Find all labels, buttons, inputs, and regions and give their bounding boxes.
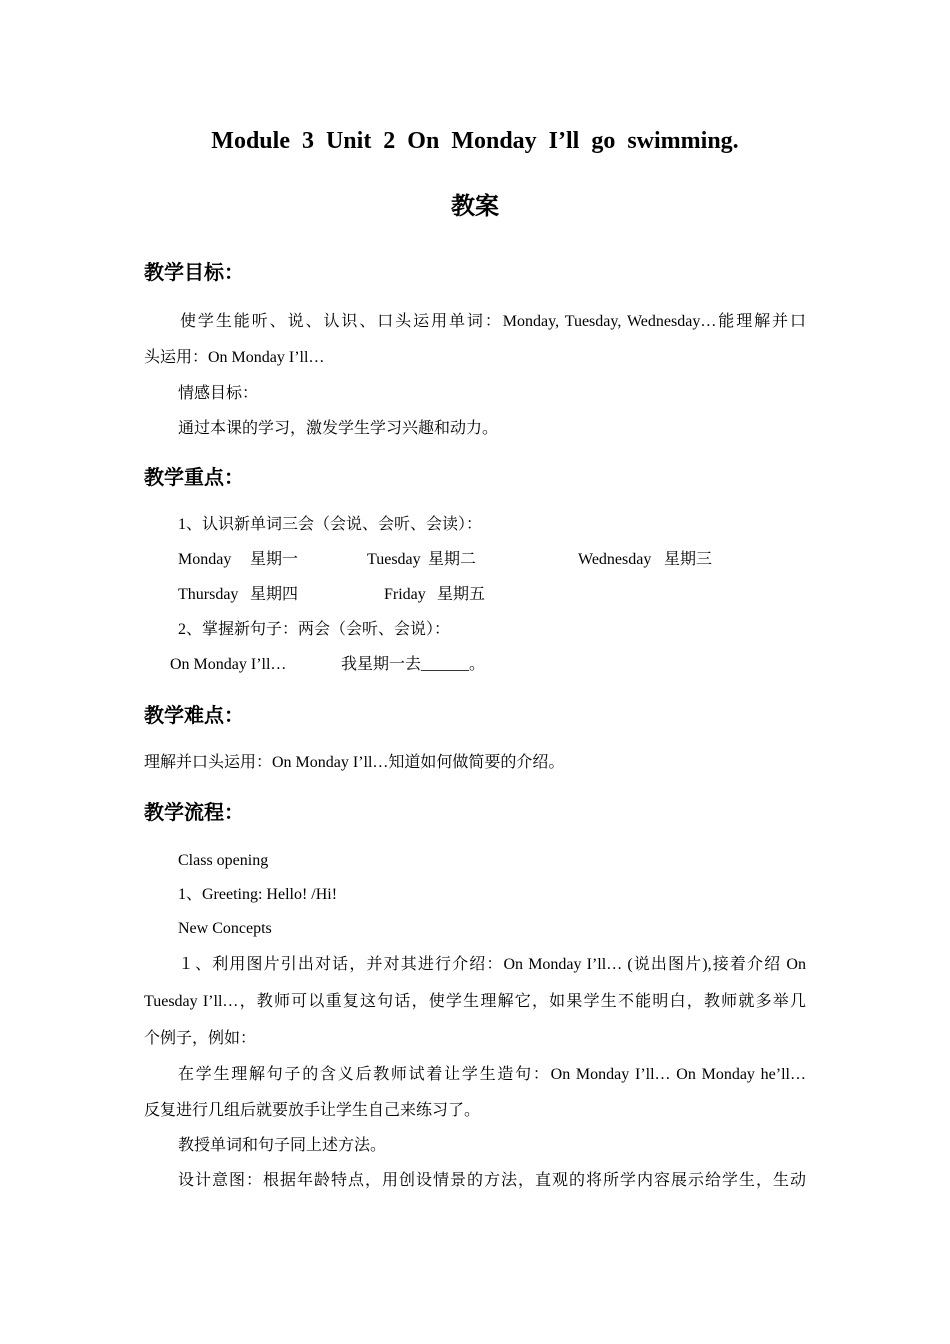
affective-text: 通过本课的学习，激发学生学习兴趣和动力。 xyxy=(178,420,499,437)
sentence-zh: 我星期一去______。 xyxy=(341,656,486,673)
word-en-thursday: Thursday xyxy=(178,586,239,603)
word-zh-wednesday: 星期三 xyxy=(664,551,713,568)
new-concepts: New Concepts xyxy=(178,920,272,937)
step3: 教授单词和句子同上述方法。 xyxy=(178,1137,387,1154)
word-zh-friday: 星期五 xyxy=(437,586,486,603)
heading-difficulties: 教学难点： xyxy=(144,703,244,727)
heading-procedure: 教学流程： xyxy=(144,800,244,824)
design-intent: 设计意图：根据年龄特点，用创设情景的方法，直观的将所学内容展示给学生，生动 xyxy=(178,1172,806,1189)
key-point-item-1: 1、认识新单词三会（会说、会听、会读）： xyxy=(178,516,483,533)
word-zh-tuesday: 星期二 xyxy=(428,551,477,568)
document-title: Module 3 Unit 2 On Monday I’ll go swimming. xyxy=(211,128,739,154)
word-en-tuesday: Tuesday xyxy=(367,551,421,568)
word-en-friday: Friday xyxy=(384,586,426,603)
objectives-paragraph-line1: 使学生能听、说、认识、口头运用单词：Monday, Tuesday, Wednesday…能理解并口 xyxy=(180,313,806,330)
class-opening: Class opening xyxy=(178,852,269,869)
greeting: 1、Greeting: Hello! /Hi! xyxy=(178,886,338,903)
objectives-paragraph-line2: 头运用：On Monday I’ll… xyxy=(144,349,325,366)
heading-objectives: 教学目标： xyxy=(144,260,244,284)
key-point-item-2: 2、掌握新句子：两会（会听、会说）： xyxy=(178,621,451,638)
heading-key-points: 教学重点： xyxy=(144,465,244,489)
word-zh-thursday: 星期四 xyxy=(250,586,299,603)
word-en-wednesday: Wednesday xyxy=(578,551,652,568)
step1-line2: Tuesday I’ll…，教师可以重复这句话，使学生理解它，如果学生不能明白，教师就多举几 xyxy=(144,993,806,1010)
sentence-en: On Monday I’ll… xyxy=(170,656,287,673)
step2-line2: 反复进行几组后就要放手让学生自己来练习了。 xyxy=(144,1102,481,1119)
affective-label: 情感目标： xyxy=(178,385,259,402)
word-zh-monday: 星期一 xyxy=(250,551,299,568)
step1-line3: 个例子，例如： xyxy=(144,1030,257,1047)
step1-line1: １、利用图片引出对话，并对其进行介绍：On Monday I’ll… (说出图片),接着介绍 On xyxy=(178,956,806,973)
step2-line1: 在学生理解句子的含义后教师试着让学生造句：On Monday I’ll… On Monday he’ll… xyxy=(178,1066,806,1083)
document-subtitle: 教案 xyxy=(451,194,499,220)
difficulties-text: 理解并口头运用：On Monday I’ll…知道如何做简要的介绍。 xyxy=(144,754,565,771)
word-en-monday: Monday xyxy=(178,551,232,568)
